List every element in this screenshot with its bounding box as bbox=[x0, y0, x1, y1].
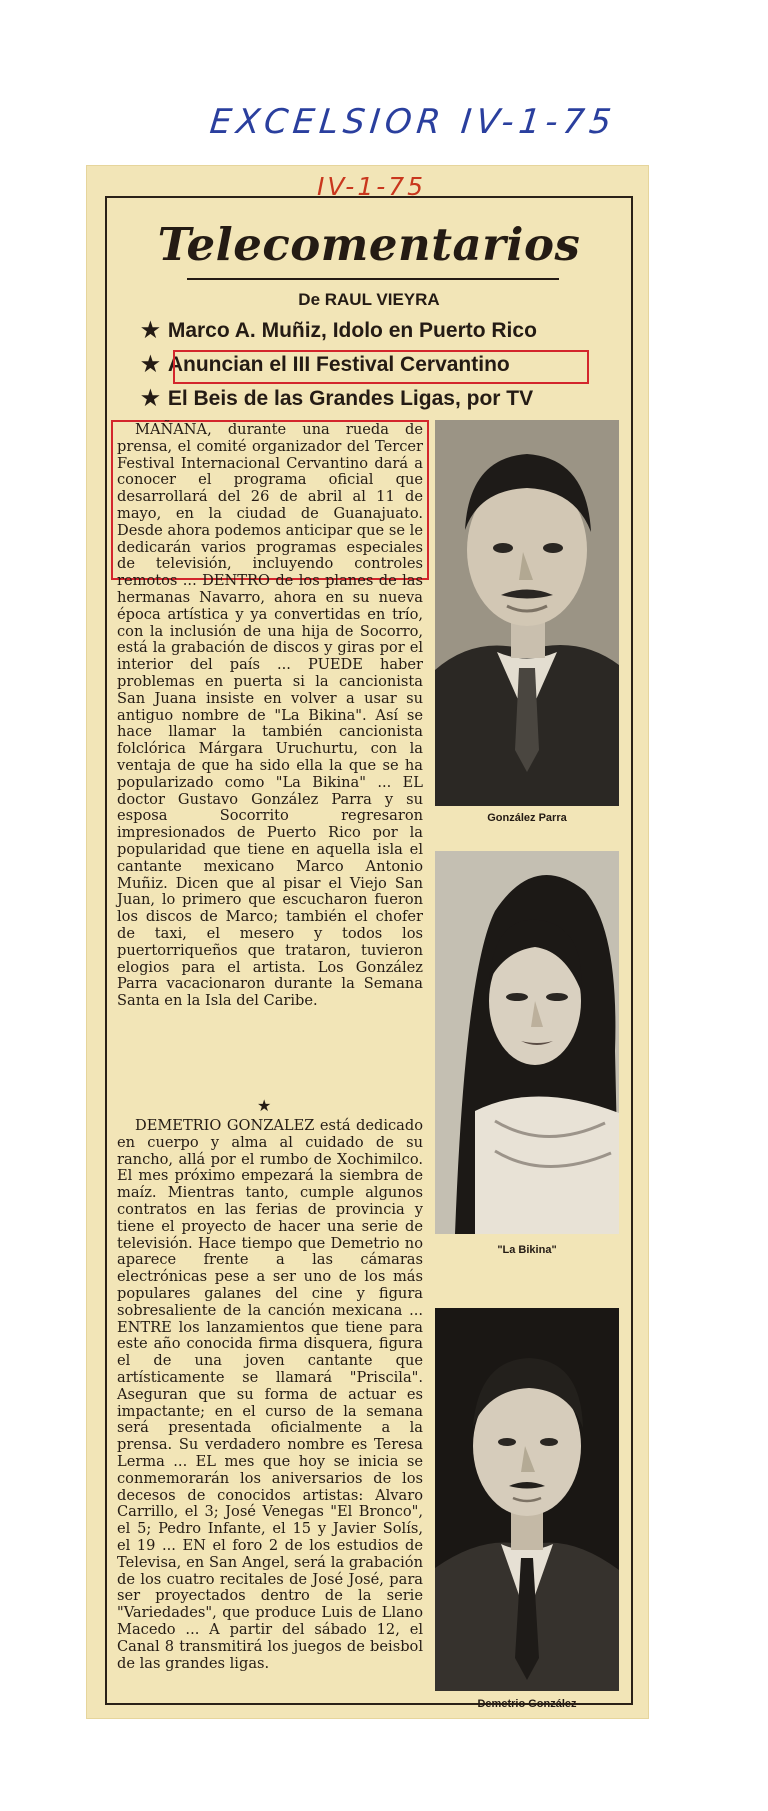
headline: Telecomentarios bbox=[157, 218, 581, 271]
newspaper-clipping bbox=[87, 166, 648, 1718]
article-frame bbox=[105, 196, 633, 1710]
star-icon: ★ bbox=[141, 353, 160, 376]
photo-caption: González Parra bbox=[487, 812, 567, 824]
handwritten-source-note: EXCELSIOR IV-1-75 bbox=[207, 102, 619, 142]
handwritten-date: IV-1-75 bbox=[317, 172, 427, 201]
photo-caption: Demetrio González bbox=[477, 1698, 577, 1710]
summary-item-1 bbox=[141, 318, 591, 343]
summary-text: El Beis de las Grandes Ligas, por TV bbox=[167, 387, 534, 410]
summary-item-3 bbox=[141, 386, 591, 411]
byline: De RAUL VIEYRA bbox=[298, 290, 440, 309]
article-paragraph-1: MAÑANA, durante una rueda de prensa, el comité organizador del Tercer Festival Internacional Cervantino dará a conocer el programa oficial que desarrollará del 26 de abril al 11 de mayo, en la ciudad de Guanajuato. Desde ahora podemos anticipar que se le dedicarán varios programas especiales de televisión, incluyendo controles remotos ... DENTRO de los planes de las hermanas Navarro, ahora en su nueva época artística y ya convertidas en trío, con la inclusión de una hija de Socorro, está la grabación de discos y giras por el interior del país ... PUEDE haber problemas en puerta si la cancionista San Juana insiste en volver a usar su antiguo nombre de "La Bikina". Así se hace llamar la también cancionista folclórica Márgara Uruchurtu, con la ventaja de que ha sido ella la que se ha popularizado como "La Bikina" ... EL doctor Gustavo González Parra y su esposa Socorrito regresaron impresionados de Puerto Rico por la popularidad que tiene en aquella isla el cantante mexicano Marco Antonio Muñiz. Dicen que al pisar el Viejo San Juan, lo primero que escucharon fueron los discos de Marco; también el chofer de taxi, el mesero y todos los puertorriqueños que trataron, tuvieron elogios para el artista. Los González Parra vacacionaron durante la Semana Santa en la Isla del Caribe. bbox=[117, 421, 423, 1010]
headline-underline bbox=[187, 278, 559, 280]
photo-caption: "La Bikina" bbox=[497, 1244, 557, 1256]
photo-gonzalez-parra bbox=[435, 420, 619, 806]
photo-demetrio-gonzalez bbox=[435, 1308, 619, 1691]
section-divider-star: ★ bbox=[257, 1096, 272, 1115]
star-icon: ★ bbox=[141, 319, 160, 342]
summary-text: Marco A. Muñiz, Idolo en Puerto Rico bbox=[167, 319, 537, 342]
photo-la-bikina bbox=[435, 851, 619, 1234]
article-paragraph-2: DEMETRIO GONZALEZ está dedicado en cuerpo y alma al cuidado de su rancho, allá por el rumbo de Xochimilco. El mes próximo empezará la siembra de maíz. Mientras tanto, cumple algunos contratos en las ferias de provincia y tiene el proyecto de hacer una serie de televisión. Hace tiempo que Demetrio no aparece frente a las cámaras electrónicas pese a ser uno de los más populares galanes del cine y figura sobresaliente de la canción mexicana ... ENTRE los lanzamientos que tiene para este año conocida firma disquera, figura el de una joven cantante que artísticamente se llamará "Priscila". Aseguran que su forma de actuar es impactante; en el curso de la semana será presentada oficialmente a la prensa. Su verdadero nombre es Teresa Lerma ... EL mes que hoy se inicia se conmemorarán los aniversarios de los decesos de conocidos artistas: Alvaro Carrillo, el 3; José Venegas "El Bronco", el 5; Pedro Infante, el 15 y Javier Solís, el 19 ... EN el foro 2 de los estudios de Televisa, en San Angel, será la grabación de los cuatro recitales de José José, para ser proyectados dentro de la serie "Variedades", que produce Luis de Llano Macedo ... A partir del sábado 12, el Canal 8 transmitirá los juegos de beisbol de las grandes ligas. bbox=[117, 1117, 423, 1672]
star-icon: ★ bbox=[141, 387, 160, 410]
red-highlight-box-summary bbox=[173, 350, 589, 384]
summary-text: Anuncian el III Festival Cervantino bbox=[167, 353, 510, 376]
